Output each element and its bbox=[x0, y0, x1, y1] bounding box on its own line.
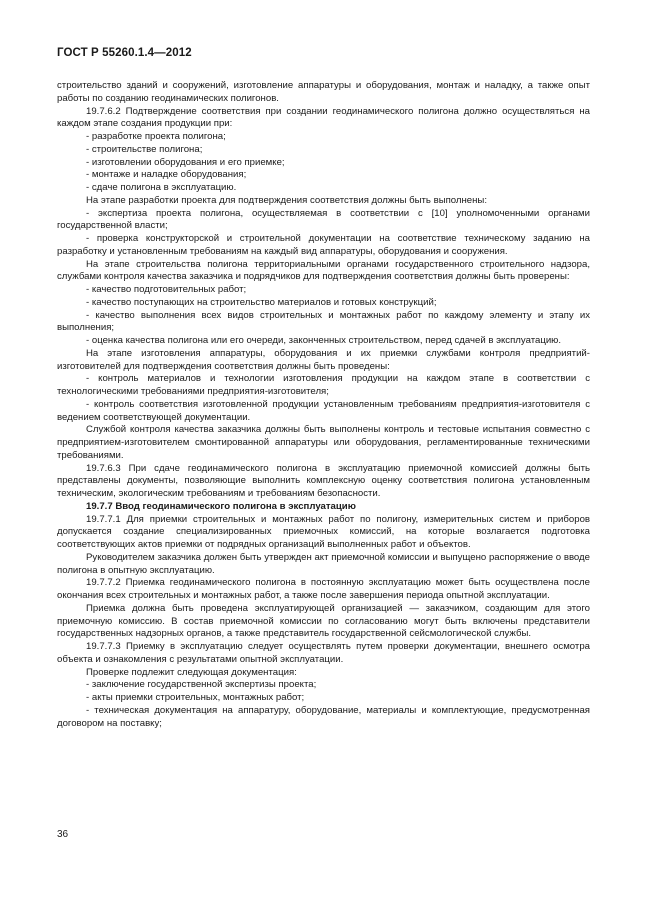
section-heading: 19.7.7 Ввод геодинамического полигона в эксплуатацию bbox=[86, 500, 356, 512]
paragraph: - экспертиза проекта полигона, осуществляемая в соответствии с [10] уполномоченными органами государственной власти; bbox=[57, 207, 590, 232]
paragraph: На этапе изготовления аппаратуры, оборудования и их приемки службами контроля предприятий-изготовителей для подтверждения соответствия должны быть проведены: bbox=[57, 347, 590, 372]
paragraph: - строительстве полигона; bbox=[86, 143, 203, 155]
paragraph: Службой контроля качества заказчика должны быть выполнены контроль и тестовые испытания совместно с предприятием-изготовителем смонтированной аппаратуры или оборудования, регламентированные техническими требованиями. bbox=[57, 424, 590, 461]
paragraph: строительство зданий и сооружений, изготовление аппаратуры и оборудования, монтаж и наладку, а также опыт работы по созданию геодинамических полигонов. bbox=[57, 80, 590, 104]
paragraph: - монтаже и наладке оборудования; bbox=[86, 169, 247, 181]
paragraph: На этапе разработки проекта для подтверждения соответствия должны быть выполнены: bbox=[86, 194, 487, 206]
paragraph: - контроль материалов и технологии изготовления продукции на каждом этапе в соответствии с технологическими требованиями предприятия-изготовителя; bbox=[57, 373, 590, 397]
paragraph: 19.7.6.2 Подтверждение соответствия при создании геодинамического полигона должно осуществляться на каждом этапе создания продукции при: bbox=[57, 105, 590, 130]
paragraph: - заключение государственной экспертизы проекта; bbox=[86, 679, 317, 691]
paragraph: - акты приемки строительных, монтажных работ; bbox=[86, 692, 305, 703]
page-number: 36 bbox=[57, 829, 69, 840]
paragraph: - качество выполнения всех видов строительных и монтажных работ по каждому элементу и этапу их выполнения; bbox=[57, 309, 590, 334]
paragraph: На этапе строительства полигона территориальными органами государственного строительного надзора, службами контроля качества заказчика и подрядчиков для подтверждения соответствия должны быть проверены: bbox=[57, 258, 590, 283]
paragraph: - техническая документация на аппаратуру, оборудование, материалы и комплектующие, предусмотренная договором на поставку; bbox=[57, 704, 590, 729]
document-header: ГОСТ Р 55260.1.4—2012 bbox=[57, 47, 192, 59]
paragraph: Руководителем заказчика должен быть утвержден акт приемочной комиссии и выпущено распоряжение о вводе полигона в опытную эксплуатацию. bbox=[57, 551, 590, 576]
paragraph: 19.7.6.3 При сдаче геодинамического полигона в эксплуатацию приемочной комиссией должны быть представлены документы, позволяющие выполнить комплексную оценку соответствия полигона установленным техническим, экологическим требованиям и требованиям безопасности. bbox=[57, 462, 590, 499]
paragraph: - качество поступающих на строительство материалов и готовых конструкций; bbox=[86, 296, 437, 308]
paragraph: - разработке проекта полигона; bbox=[86, 131, 226, 142]
paragraph: - проверка конструкторской и строительной документации на соответствие техническому заданию на разработку и установленным требованиям на каждый вид аппаратуры, оборудования и сооружения. bbox=[57, 233, 590, 257]
paragraph: Приемка должна быть проведена эксплуатирующей организацией — заказчиком, создающим для этого приемочную комиссию. В состав приемочной комиссии по согласованию могут быть включены представители государственных надзорных органов, а также представитель государственной сейсмологической службы. bbox=[57, 602, 590, 640]
paragraph: - изготовлении оборудования и его приемке; bbox=[86, 156, 285, 168]
document-body bbox=[57, 80, 590, 730]
paragraph: 19.7.7.1 Для приемки строительных и монтажных работ по полигону, измерительных систем и приборов допускается создание специализированных приемочных комиссий, на которые возлагается подготовка соответствующих актов приемки от подрядных организаций выполненных работ и объектов. bbox=[57, 513, 590, 550]
paragraph: - качество подготовительных работ; bbox=[86, 284, 247, 295]
paragraph: - контроль соответствия изготовленной продукции установленным требованиям предприятия-изготовителя с ведением соответствующей документации. bbox=[57, 398, 590, 423]
paragraph: - оценка качества полигона или его очереди, законченных строительством, перед сдачей в эксплуатацию. bbox=[86, 335, 562, 346]
paragraph: 19.7.7.2 Приемка геодинамического полигона в постоянную эксплуатацию может быть осуществлена после окончания всех строительных и монтажных работ, а также после завершения периода опытной эксплуатации. bbox=[57, 577, 590, 601]
paragraph: - сдаче полигона в эксплуатацию. bbox=[86, 182, 237, 193]
paragraph: Проверке подлежит следующая документация: bbox=[86, 666, 297, 678]
paragraph: 19.7.7.3 Приемку в эксплуатацию следует осуществлять путем проверки документации, внешнего осмотра объекта и ознакомления с результатами опытной эксплуатации. bbox=[57, 641, 590, 665]
